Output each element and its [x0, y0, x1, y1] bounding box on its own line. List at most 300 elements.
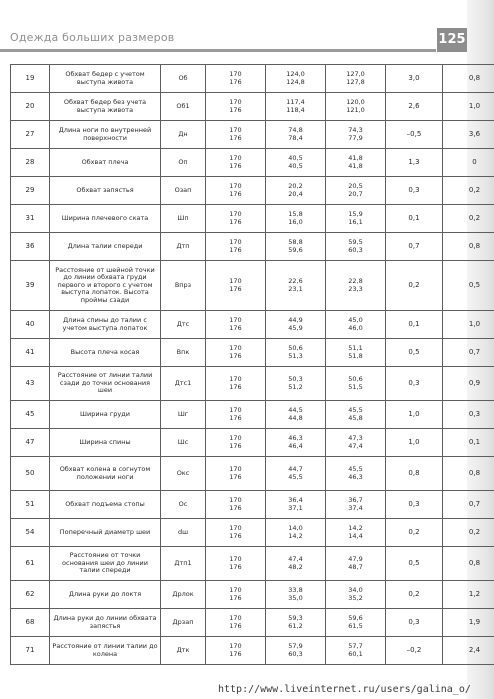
table-row	[11, 367, 494, 401]
measure-number: 31	[11, 205, 50, 233]
size-values-a	[266, 205, 326, 233]
size-values-b	[326, 609, 386, 637]
table-row	[11, 401, 494, 429]
size-values-a	[266, 65, 326, 93]
difference-a: 1,0	[386, 401, 443, 429]
measure-number: 62	[11, 581, 50, 609]
size-values-b-line: 50,6	[348, 374, 363, 383]
measure-number: 54	[11, 519, 50, 547]
size-values-b-line: 51,1	[348, 343, 363, 352]
height-values-line: 176	[229, 621, 242, 630]
difference-b: 0,8	[443, 233, 494, 261]
measure-name: Ширина груди	[50, 401, 161, 429]
table-row	[11, 205, 494, 233]
measure-symbol: Об1	[161, 93, 206, 121]
measure-number: 19	[11, 65, 50, 93]
height-values-line: 170	[229, 613, 242, 622]
measure-symbol: Дрзап	[161, 609, 206, 637]
table-row	[11, 609, 494, 637]
size-values-b	[326, 261, 386, 311]
height-values	[206, 429, 266, 457]
measure-symbol: Об	[161, 65, 206, 93]
height-values	[206, 177, 266, 205]
page-number: 125	[437, 28, 467, 52]
measure-symbol: Дтс1	[161, 367, 206, 401]
size-values-a-line: 51,3	[288, 351, 303, 360]
height-values	[206, 205, 266, 233]
difference-a: 0,2	[386, 581, 443, 609]
size-values-b-line: 121,0	[346, 105, 365, 114]
measure-symbol: Ос	[161, 491, 206, 519]
size-values-b	[326, 205, 386, 233]
difference-a: 0,2	[386, 261, 443, 311]
measure-number: 29	[11, 177, 50, 205]
height-values-line: 170	[229, 181, 242, 190]
size-values-b-line: 41,8	[348, 161, 363, 170]
measure-symbol: Дтк	[161, 637, 206, 665]
measure-number: 41	[11, 339, 50, 367]
difference-a: 0,8	[386, 457, 443, 491]
measurements-table	[10, 64, 494, 665]
height-values	[206, 93, 266, 121]
size-values-b-line: 46,0	[348, 323, 363, 332]
page-header	[0, 28, 494, 50]
difference-a: 0,1	[386, 311, 443, 339]
size-values-b-line: 59,6	[348, 613, 363, 622]
size-values-b-line: 127,8	[346, 77, 365, 86]
size-values-b-line: 37,4	[348, 503, 363, 512]
size-values-b	[326, 519, 386, 547]
size-values-a-line: 14,2	[288, 531, 303, 540]
height-values-line: 170	[229, 585, 242, 594]
measure-name: Длина руки до линии обхвата запястья	[50, 609, 161, 637]
size-values-a-line: 45,5	[288, 472, 303, 481]
measure-symbol: Дн	[161, 121, 206, 149]
height-values-line: 176	[229, 245, 242, 254]
difference-a: 0,1	[386, 205, 443, 233]
size-values-a-line: 33,8	[288, 585, 303, 594]
height-values-line: 176	[229, 531, 242, 540]
size-values-a	[266, 261, 326, 311]
difference-b: 0	[443, 149, 494, 177]
measure-name: Обхват бедер без учета выступа живота	[50, 93, 161, 121]
difference-a: 0,7	[386, 233, 443, 261]
size-values-b-line: 35,2	[348, 593, 363, 602]
size-values-a	[266, 367, 326, 401]
height-values	[206, 121, 266, 149]
size-values-b	[326, 339, 386, 367]
size-values-a	[266, 637, 326, 665]
size-values-a-line: 50,3	[288, 374, 303, 383]
height-values	[206, 637, 266, 665]
size-values-a	[266, 491, 326, 519]
table-row	[11, 93, 494, 121]
size-values-a-line: 20,2	[288, 181, 303, 190]
height-values-line: 170	[229, 153, 242, 162]
height-values-line: 170	[229, 276, 242, 285]
size-values-a-line: 45,9	[288, 323, 303, 332]
size-values-b-line: 47,3	[348, 433, 363, 442]
size-values-a-line: 46,4	[288, 441, 303, 450]
measure-name: Обхват колена в согнутом положении ноги	[50, 457, 161, 491]
measure-name: Высота плеча косая	[50, 339, 161, 367]
size-values-b	[326, 233, 386, 261]
size-values-a-line: 78,4	[288, 133, 303, 142]
height-values-line: 176	[229, 441, 242, 450]
table-row	[11, 547, 494, 581]
measure-name: Расстояние от линии талии сзади до точки основания шеи	[50, 367, 161, 401]
difference-b: 0,8	[443, 457, 494, 491]
height-values	[206, 609, 266, 637]
height-values	[206, 311, 266, 339]
measure-symbol: Шп	[161, 205, 206, 233]
size-values-a-line: 20,4	[288, 189, 303, 198]
size-values-b-line: 41,8	[348, 153, 363, 162]
difference-b: 1,9	[443, 609, 494, 637]
size-values-a-line: 22,6	[288, 276, 303, 285]
table-row	[11, 429, 494, 457]
size-values-b-line: 14,4	[348, 531, 363, 540]
size-values-b-line: 45,0	[348, 315, 363, 324]
size-values-a-line: 14,0	[288, 523, 303, 532]
size-values-a-line: 44,7	[288, 464, 303, 473]
size-values-b-line: 20,7	[348, 189, 363, 198]
height-values	[206, 367, 266, 401]
difference-b: 0,1	[443, 429, 494, 457]
size-values-b-line: 48,7	[348, 562, 363, 571]
size-values-b	[326, 121, 386, 149]
size-values-b-line: 45,8	[348, 413, 363, 422]
measure-symbol: Озап	[161, 177, 206, 205]
size-values-a-line: 44,9	[288, 315, 303, 324]
size-values-b	[326, 311, 386, 339]
height-values-line: 170	[229, 495, 242, 504]
size-values-a-line: 58,8	[288, 237, 303, 246]
difference-b: 1,0	[443, 93, 494, 121]
difference-b: 1,2	[443, 581, 494, 609]
measure-symbol: Окс	[161, 457, 206, 491]
size-values-b-line: 61,5	[348, 621, 363, 630]
size-values-a-line: 117,4	[286, 97, 305, 106]
height-values-line: 176	[229, 503, 242, 512]
size-values-a	[266, 339, 326, 367]
table-row	[11, 233, 494, 261]
size-values-a-line: 61,2	[288, 621, 303, 630]
height-values-line: 176	[229, 284, 242, 293]
measure-symbol: Дтп1	[161, 547, 206, 581]
table-row	[11, 261, 494, 311]
measure-name: Расстояние от линии талии до колена	[50, 637, 161, 665]
size-values-a-line: 23,1	[288, 284, 303, 293]
measure-symbol: Дтп	[161, 233, 206, 261]
difference-a: 3,0	[386, 65, 443, 93]
size-values-a-line: 47,4	[288, 554, 303, 563]
height-values-line: 170	[229, 405, 242, 414]
size-values-b	[326, 65, 386, 93]
size-values-a-line: 59,3	[288, 613, 303, 622]
height-values	[206, 519, 266, 547]
size-values-b-line: 77,9	[348, 133, 363, 142]
size-values-b	[326, 177, 386, 205]
measure-symbol: Оп	[161, 149, 206, 177]
height-values-line: 176	[229, 382, 242, 391]
difference-b: 3,6	[443, 121, 494, 149]
size-values-b	[326, 491, 386, 519]
height-values-line: 176	[229, 133, 242, 142]
size-values-a-line: 48,2	[288, 562, 303, 571]
difference-b: 0,8	[443, 65, 494, 93]
table-row	[11, 65, 494, 93]
height-values-line: 176	[229, 323, 242, 332]
measure-number: 43	[11, 367, 50, 401]
height-values-line: 170	[229, 97, 242, 106]
size-values-b	[326, 93, 386, 121]
measure-number: 39	[11, 261, 50, 311]
measure-name: Ширина плечевого ската	[50, 205, 161, 233]
difference-b: 0,7	[443, 339, 494, 367]
measure-symbol: Впрз	[161, 261, 206, 311]
height-values-line: 176	[229, 351, 242, 360]
measure-name: Длина талии спереди	[50, 233, 161, 261]
size-values-b	[326, 149, 386, 177]
difference-b: 0,7	[443, 491, 494, 519]
measure-name: Поперечный диаметр шеи	[50, 519, 161, 547]
height-values	[206, 581, 266, 609]
table-row	[11, 339, 494, 367]
measure-number: 36	[11, 233, 50, 261]
size-values-a-line: 118,4	[286, 105, 305, 114]
table-row	[11, 637, 494, 665]
table-row	[11, 581, 494, 609]
size-values-a	[266, 457, 326, 491]
size-values-a	[266, 429, 326, 457]
size-values-b	[326, 547, 386, 581]
difference-b: 0,8	[443, 547, 494, 581]
difference-a: 0,5	[386, 547, 443, 581]
difference-b: 2,4	[443, 637, 494, 665]
difference-a: 0,3	[386, 609, 443, 637]
height-values-line: 170	[229, 433, 242, 442]
size-values-a	[266, 149, 326, 177]
difference-a: –0,2	[386, 637, 443, 665]
size-values-a-line: 40,5	[288, 161, 303, 170]
difference-a: 0,3	[386, 367, 443, 401]
height-values	[206, 261, 266, 311]
running-title: Одежда больших размеров	[10, 31, 175, 44]
size-values-b-line: 74,3	[348, 125, 363, 134]
header-rule	[0, 49, 436, 52]
size-values-a-line: 46,3	[288, 433, 303, 442]
measure-number: 50	[11, 457, 50, 491]
size-values-b-line: 46,3	[348, 472, 363, 481]
size-values-a-line: 44,8	[288, 413, 303, 422]
size-values-b-line: 16,1	[348, 217, 363, 226]
size-values-a-line: 44,5	[288, 405, 303, 414]
difference-a: 0,2	[386, 519, 443, 547]
height-values-line: 176	[229, 562, 242, 571]
size-values-b-line: 60,1	[348, 649, 363, 658]
size-values-b-line: 15,9	[348, 209, 363, 218]
measure-number: 45	[11, 401, 50, 429]
size-values-a-line: 36,4	[288, 495, 303, 504]
size-values-b-line: 22,8	[348, 276, 363, 285]
measure-number: 47	[11, 429, 50, 457]
measure-name: Ширина спины	[50, 429, 161, 457]
size-values-a	[266, 233, 326, 261]
height-values-line: 176	[229, 189, 242, 198]
table-row	[11, 519, 494, 547]
measure-number: 61	[11, 547, 50, 581]
difference-b: 0,2	[443, 177, 494, 205]
size-values-a-line: 57,9	[288, 641, 303, 650]
size-values-b-line: 36,7	[348, 495, 363, 504]
size-values-b-line: 14,2	[348, 523, 363, 532]
size-values-b-line: 60,3	[348, 245, 363, 254]
difference-b: 1,0	[443, 311, 494, 339]
measure-number: 68	[11, 609, 50, 637]
difference-a: 1,0	[386, 429, 443, 457]
table-row	[11, 311, 494, 339]
difference-b: 0,2	[443, 205, 494, 233]
size-values-b-line: 47,4	[348, 441, 363, 450]
size-values-b-line: 20,5	[348, 181, 363, 190]
height-values-line: 170	[229, 237, 242, 246]
measure-number: 27	[11, 121, 50, 149]
difference-a: –0,5	[386, 121, 443, 149]
difference-a: 0,3	[386, 177, 443, 205]
difference-b: 0,3	[443, 401, 494, 429]
size-values-b-line: 47,9	[348, 554, 363, 563]
measure-symbol: Шг	[161, 401, 206, 429]
height-values-line: 170	[229, 464, 242, 473]
size-values-b-line: 51,8	[348, 351, 363, 360]
table-row	[11, 149, 494, 177]
height-values-line: 176	[229, 413, 242, 422]
size-values-a	[266, 177, 326, 205]
measure-name: Длина спины до талии с учетом выступа лопаток	[50, 311, 161, 339]
measure-name: Обхват запястья	[50, 177, 161, 205]
size-values-a-line: 124,0	[286, 69, 305, 78]
measure-symbol: Дрлок	[161, 581, 206, 609]
height-values	[206, 149, 266, 177]
size-values-b	[326, 637, 386, 665]
height-values	[206, 547, 266, 581]
size-values-a	[266, 121, 326, 149]
size-values-a	[266, 581, 326, 609]
size-values-b-line: 51,5	[348, 382, 363, 391]
measurements-table-body	[11, 65, 494, 665]
size-values-b-line: 34,0	[348, 585, 363, 594]
measure-symbol: Дтс	[161, 311, 206, 339]
table-row	[11, 121, 494, 149]
size-values-a-line: 40,5	[288, 153, 303, 162]
size-values-a-line: 37,1	[288, 503, 303, 512]
height-values-line: 170	[229, 343, 242, 352]
size-values-b-line: 57,7	[348, 641, 363, 650]
height-values	[206, 457, 266, 491]
difference-b: 0,5	[443, 261, 494, 311]
height-values-line: 170	[229, 523, 242, 532]
size-values-a	[266, 609, 326, 637]
measure-name: Обхват подъема стопы	[50, 491, 161, 519]
measure-name: Расстояние от точки основания шеи до линии талии спереди	[50, 547, 161, 581]
size-values-a	[266, 311, 326, 339]
difference-a: 2,6	[386, 93, 443, 121]
size-values-b-line: 120,0	[346, 97, 365, 106]
height-values	[206, 401, 266, 429]
table-row	[11, 491, 494, 519]
height-values-line: 170	[229, 125, 242, 134]
height-values	[206, 491, 266, 519]
table-row	[11, 177, 494, 205]
height-values-line: 176	[229, 161, 242, 170]
size-values-b	[326, 429, 386, 457]
measure-name: Расстояние от шейной точки до линии обхвата груди первого и второго с учетом выступа лопаток. Высота проймы сзади	[50, 261, 161, 311]
measure-symbol: Впк	[161, 339, 206, 367]
difference-a: 1,3	[386, 149, 443, 177]
size-values-a-line: 74,8	[288, 125, 303, 134]
height-values-line: 170	[229, 315, 242, 324]
size-values-a	[266, 547, 326, 581]
height-values	[206, 233, 266, 261]
size-values-a	[266, 93, 326, 121]
height-values-line: 176	[229, 593, 242, 602]
height-values	[206, 65, 266, 93]
size-values-b	[326, 457, 386, 491]
size-values-b	[326, 401, 386, 429]
source-url: http://www.liveinternet.ru/users/galina_o/	[218, 684, 471, 695]
size-values-b-line: 23,3	[348, 284, 363, 293]
table-row	[11, 457, 494, 491]
size-values-b-line: 45,5	[348, 464, 363, 473]
measure-number: 28	[11, 149, 50, 177]
measure-name: Обхват плеча	[50, 149, 161, 177]
height-values-line: 176	[229, 649, 242, 658]
difference-b: 0,2	[443, 519, 494, 547]
size-values-a	[266, 401, 326, 429]
height-values-line: 176	[229, 217, 242, 226]
height-values	[206, 339, 266, 367]
height-values-line: 170	[229, 554, 242, 563]
measure-symbol: dш	[161, 519, 206, 547]
difference-a: 0,5	[386, 339, 443, 367]
measure-name: Обхват бедер с учетом выступа живота	[50, 65, 161, 93]
height-values-line: 170	[229, 69, 242, 78]
size-values-b	[326, 367, 386, 401]
measure-name: Длина руки до локтя	[50, 581, 161, 609]
measure-symbol: Шс	[161, 429, 206, 457]
measure-number: 51	[11, 491, 50, 519]
difference-a: 0,3	[386, 491, 443, 519]
height-values-line: 176	[229, 472, 242, 481]
size-values-a	[266, 519, 326, 547]
size-values-b-line: 59,5	[348, 237, 363, 246]
size-values-a-line: 51,2	[288, 382, 303, 391]
size-values-a-line: 50,6	[288, 343, 303, 352]
height-values-line: 170	[229, 209, 242, 218]
height-values-line: 170	[229, 374, 242, 383]
measure-number: 40	[11, 311, 50, 339]
size-values-b-line: 45,5	[348, 405, 363, 414]
height-values-line: 176	[229, 77, 242, 86]
measure-number: 71	[11, 637, 50, 665]
size-values-b-line: 127,0	[346, 69, 365, 78]
size-values-a-line: 16,0	[288, 217, 303, 226]
measure-number: 20	[11, 93, 50, 121]
height-values-line: 176	[229, 105, 242, 114]
measure-name: Длина ноги по внутренней поверхности	[50, 121, 161, 149]
size-values-a-line: 59,6	[288, 245, 303, 254]
